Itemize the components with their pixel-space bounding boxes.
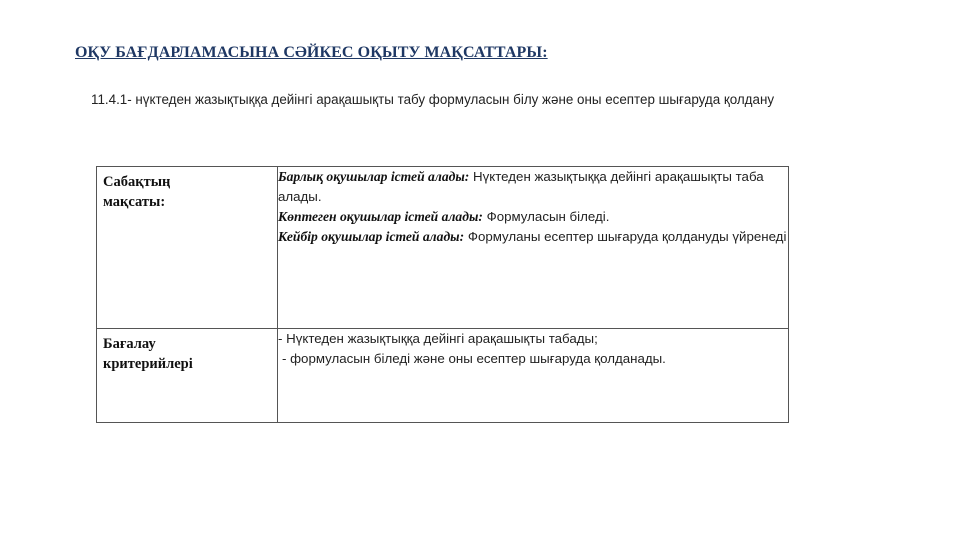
- goal-item-some: [278, 227, 788, 247]
- learning-objective: 11.4.1- нүктеден жазықтыққа дейінгі арақашықты табу формуласын білу және оны есептер шығаруда қолдану: [91, 92, 775, 107]
- goal-lead: Барлық оқушылар істей алады:: [278, 169, 470, 184]
- objectives-table: [96, 166, 789, 423]
- goal-lead: Кейбір оқушылар істей алады:: [278, 229, 465, 244]
- criteria-item: - формуласын біледі және оны есептер шығаруда қолданады.: [282, 351, 666, 366]
- criteria-item: - Нүктеден жазықтыққа дейінгі арақашықты табады;: [278, 331, 598, 346]
- table-row-goals: [97, 167, 789, 329]
- goals-content-cell: [278, 167, 789, 329]
- page-title: ОҚУ БАҒДАРЛАМАСЫНА СӘЙКЕС ОҚЫТУ МАҚСАТТАРЫ:: [75, 44, 548, 61]
- goal-text: Нүктеден жазықтыққа дейінгі арақашықты таба алады.: [278, 169, 764, 204]
- goals-label-cell: [97, 167, 278, 329]
- goals-label: Сабақтың мақсаты:: [103, 174, 171, 210]
- criteria-label: Бағалау критерийлері: [103, 336, 193, 372]
- table-row-criteria: [97, 329, 789, 423]
- goal-text: Формуласын біледі.: [482, 209, 610, 224]
- criteria-label-cell: [97, 329, 278, 423]
- goal-text: Формуланы есептер шығаруда қолдануды үйренеді: [464, 229, 787, 244]
- goal-item-many: [278, 207, 788, 227]
- goal-lead: Көптеген оқушылар істей алады:: [278, 209, 483, 224]
- goal-item-all: [278, 167, 788, 207]
- criteria-content-cell: [278, 329, 789, 423]
